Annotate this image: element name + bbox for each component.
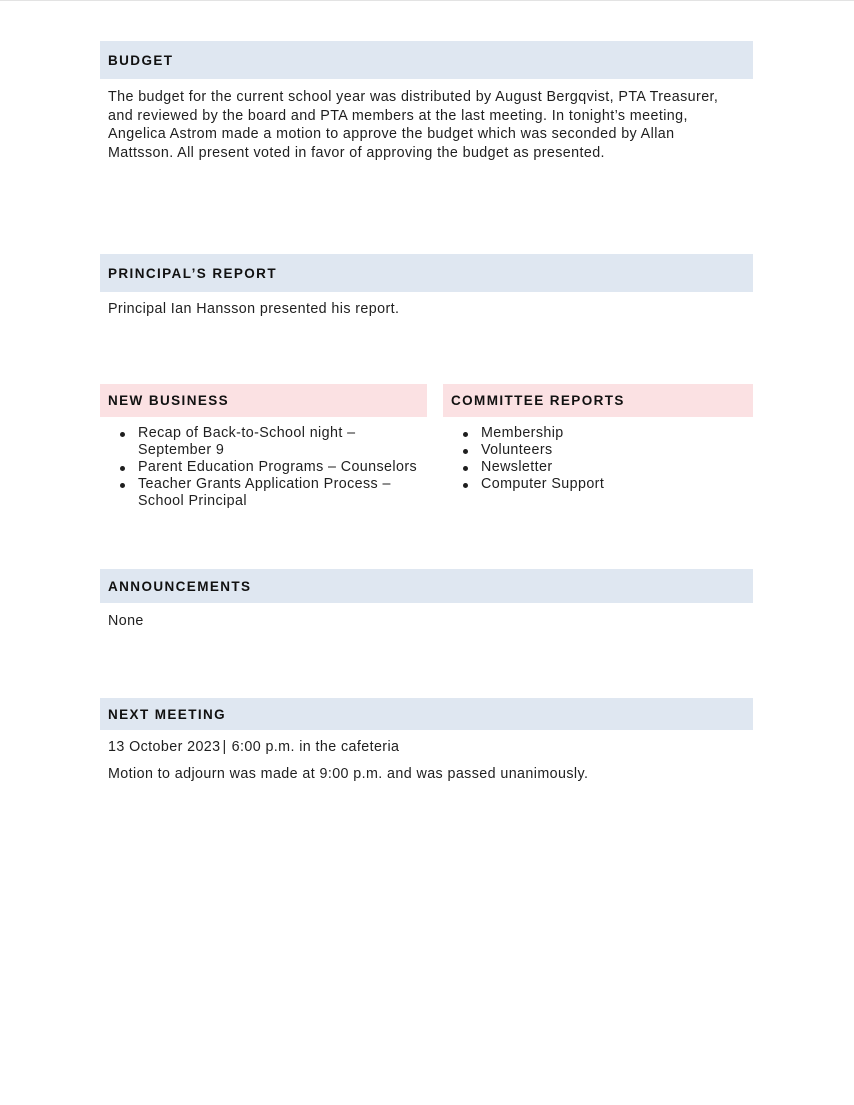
budget-heading: BUDGET: [100, 41, 753, 79]
list-item: Newsletter: [481, 459, 761, 476]
budget-text: The budget for the current school year was distributed by August Bergqvist, PTA Treasurer, and reviewed by the board and PTA members at the last meeting. In tonight’s meeting, Angelica Astrom made a motion to approve the budget which was seconded by Allan Mattsson. All present voted in favor of approving the budget as presented.: [108, 89, 719, 161]
next-meeting-line: [108, 738, 744, 757]
principal-report-heading: PRINCIPAL’S REPORT: [100, 254, 753, 292]
list-item: Recap of Back-to-School night – September 9: [138, 425, 428, 459]
committee-reports-list: [451, 425, 761, 493]
page-top-border: [0, 0, 854, 1]
announcements-heading: ANNOUNCEMENTS: [100, 569, 753, 603]
separator: |: [222, 739, 227, 755]
new-business-heading: NEW BUSINESS: [100, 384, 427, 417]
principal-report-text: Principal Ian Hansson presented his report.: [108, 301, 400, 317]
list-item: Membership: [481, 425, 761, 442]
next-meeting-date: 13 October 2023: [108, 739, 221, 755]
committee-reports-heading: COMMITTEE REPORTS: [443, 384, 753, 417]
next-meeting-heading: NEXT MEETING: [100, 698, 753, 730]
announcements-text: None: [108, 613, 144, 629]
list-item: Computer Support: [481, 476, 761, 493]
new-business-list: [108, 425, 428, 510]
next-meeting-details: 6:00 p.m. in the cafeteria: [231, 739, 400, 755]
list-item: Parent Education Programs – Counselors: [138, 459, 428, 476]
adjourn-text: Motion to adjourn was made at 9:00 p.m. and was passed unanimously.: [108, 766, 589, 782]
list-item: Teacher Grants Application Process – School Principal: [138, 476, 428, 510]
list-item: Volunteers: [481, 442, 761, 459]
